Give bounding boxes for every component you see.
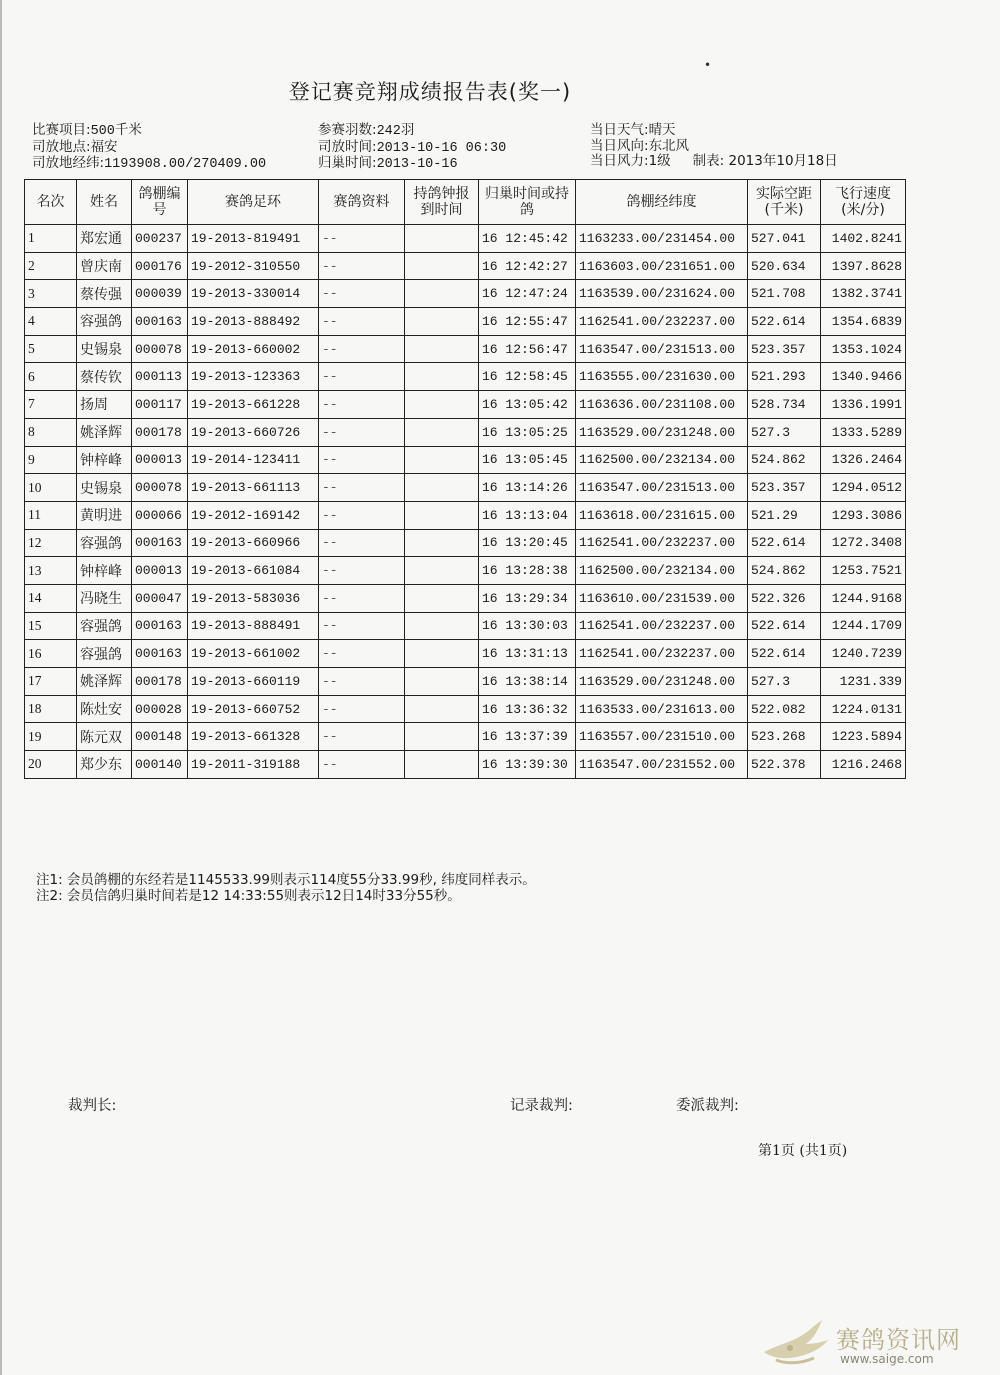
page-number: 第1页 (共1页) bbox=[758, 1143, 848, 1159]
cell-name: 容强鸽 bbox=[77, 529, 132, 557]
cell-speed: 1223.5894 bbox=[821, 723, 906, 751]
info-release-time: 司放时间:2013-10-16 06:30 bbox=[318, 138, 507, 156]
cell-info: -- bbox=[319, 584, 405, 612]
cell-speed: 1397.8628 bbox=[821, 252, 906, 280]
cell-rank: 4 bbox=[25, 308, 77, 336]
cell-info: -- bbox=[319, 501, 405, 529]
cell-clock bbox=[405, 640, 479, 668]
cell-rank: 15 bbox=[25, 612, 77, 640]
table-row bbox=[25, 501, 906, 529]
cell-distance: 527.3 bbox=[748, 668, 821, 696]
cell-rank: 11 bbox=[25, 501, 77, 529]
info-entries: 参赛羽数:242羽 bbox=[318, 122, 415, 139]
cell-rank: 18 bbox=[25, 695, 77, 723]
cell-distance: 522.082 bbox=[748, 695, 821, 723]
made-date: 制表: 2013年10月18日 bbox=[692, 153, 838, 169]
cell-info: -- bbox=[319, 363, 405, 391]
cell-loft-no: 000013 bbox=[132, 446, 188, 474]
cell-name: 冯晓生 bbox=[77, 584, 132, 612]
cell-name: 扬周 bbox=[77, 391, 132, 419]
cell-speed: 1231.339 bbox=[821, 668, 906, 696]
cell-name: 姚泽辉 bbox=[77, 418, 132, 446]
cell-loft-no: 000237 bbox=[132, 225, 188, 253]
cell-name: 史锡泉 bbox=[77, 335, 132, 363]
cell-clock bbox=[405, 529, 479, 557]
cell-return-time: 16 13:30:03 bbox=[479, 612, 576, 640]
cell-info: -- bbox=[319, 280, 405, 308]
cell-loft-no: 000163 bbox=[132, 612, 188, 640]
cell-ring: 19-2013-888491 bbox=[188, 612, 319, 640]
cell-coords: 1162541.00/232237.00 bbox=[576, 612, 748, 640]
cell-distance: 527.041 bbox=[748, 225, 821, 253]
cell-coords: 1162541.00/232237.00 bbox=[576, 529, 748, 557]
cell-rank: 2 bbox=[25, 252, 77, 280]
cell-speed: 1240.7239 bbox=[821, 640, 906, 668]
cell-coords: 1163529.00/231248.00 bbox=[576, 668, 748, 696]
cell-speed: 1244.9168 bbox=[821, 584, 906, 612]
cell-name: 容强鸽 bbox=[77, 308, 132, 336]
cell-return-time: 16 13:28:38 bbox=[479, 557, 576, 585]
cell-ring: 19-2013-888492 bbox=[188, 308, 319, 336]
col-header-coords: 鸽棚经纬度 bbox=[576, 180, 748, 225]
cell-return-time: 16 13:05:25 bbox=[479, 418, 576, 446]
cell-ring: 19-2013-661002 bbox=[188, 640, 319, 668]
cell-name: 蔡传强 bbox=[77, 280, 132, 308]
cell-ring: 19-2013-660726 bbox=[188, 418, 319, 446]
cell-loft-no: 000078 bbox=[132, 335, 188, 363]
info-release-coords: 司放地经纬:1193908.00/270409.00 bbox=[32, 155, 267, 172]
page-title: 登记赛竞翔成绩报告表(奖一) bbox=[288, 80, 572, 104]
cell-distance: 523.357 bbox=[748, 335, 821, 363]
cell-rank: 9 bbox=[25, 446, 77, 474]
watermark-name: 赛鸽资讯网 bbox=[836, 1326, 961, 1354]
cell-clock bbox=[405, 280, 479, 308]
col-header-return: 归巢时间或持鸽 bbox=[479, 180, 576, 225]
col-header-name: 姓名 bbox=[77, 180, 132, 225]
cell-speed: 1216.2468 bbox=[821, 751, 906, 779]
cell-distance: 523.268 bbox=[748, 723, 821, 751]
cell-clock bbox=[405, 584, 479, 612]
cell-return-time: 16 12:58:45 bbox=[479, 363, 576, 391]
cell-rank: 17 bbox=[25, 668, 77, 696]
cell-loft-no: 000163 bbox=[132, 308, 188, 336]
table-row bbox=[25, 335, 906, 363]
cell-return-time: 16 13:37:39 bbox=[479, 723, 576, 751]
info-column-time bbox=[318, 123, 506, 173]
info-column-race bbox=[32, 123, 266, 173]
cell-rank: 3 bbox=[25, 280, 77, 308]
results-table bbox=[24, 179, 906, 779]
cell-loft-no: 000148 bbox=[132, 723, 188, 751]
cell-clock bbox=[405, 751, 479, 779]
cell-clock bbox=[405, 335, 479, 363]
cell-speed: 1253.7521 bbox=[821, 557, 906, 585]
cell-clock bbox=[405, 501, 479, 529]
footnote-1: 注1: 会员鸽棚的东经若是1145533.99则表示114度55分33.99秒, 纬度同样表示。 bbox=[36, 872, 536, 888]
cell-coords: 1163610.00/231539.00 bbox=[576, 584, 748, 612]
cell-loft-no: 000117 bbox=[132, 391, 188, 419]
cell-info: -- bbox=[319, 335, 405, 363]
cell-return-time: 16 13:38:14 bbox=[479, 668, 576, 696]
cell-speed: 1272.3408 bbox=[821, 529, 906, 557]
cell-distance: 524.862 bbox=[748, 557, 821, 585]
cell-speed: 1336.1991 bbox=[821, 391, 906, 419]
cell-clock bbox=[405, 308, 479, 336]
table-row bbox=[25, 280, 906, 308]
cell-info: -- bbox=[319, 252, 405, 280]
cell-return-time: 16 13:29:34 bbox=[479, 584, 576, 612]
cell-coords: 1162541.00/232237.00 bbox=[576, 308, 748, 336]
cell-distance: 521.293 bbox=[748, 363, 821, 391]
page-edge bbox=[0, 0, 2, 1375]
cell-speed: 1326.2464 bbox=[821, 446, 906, 474]
signature-delegate: 委派裁判: bbox=[676, 1098, 739, 1114]
cell-return-time: 16 12:42:27 bbox=[479, 252, 576, 280]
pigeon-logo-icon bbox=[760, 1318, 832, 1368]
cell-loft-no: 000176 bbox=[132, 252, 188, 280]
cell-info: -- bbox=[319, 695, 405, 723]
cell-rank: 14 bbox=[25, 584, 77, 612]
cell-coords: 1163547.00/231513.00 bbox=[576, 335, 748, 363]
cell-coords: 1163547.00/231513.00 bbox=[576, 474, 748, 502]
cell-info: -- bbox=[319, 612, 405, 640]
cell-name: 史锡泉 bbox=[77, 474, 132, 502]
cell-distance: 522.614 bbox=[748, 529, 821, 557]
cell-clock bbox=[405, 723, 479, 751]
cell-distance: 521.29 bbox=[748, 501, 821, 529]
watermark bbox=[760, 1318, 970, 1368]
info-column-weather bbox=[590, 123, 838, 170]
cell-distance: 522.326 bbox=[748, 584, 821, 612]
cell-coords: 1162541.00/232237.00 bbox=[576, 640, 748, 668]
cell-rank: 7 bbox=[25, 391, 77, 419]
cell-return-time: 16 13:20:45 bbox=[479, 529, 576, 557]
cell-rank: 19 bbox=[25, 723, 77, 751]
cell-ring: 19-2013-660119 bbox=[188, 668, 319, 696]
cell-name: 郑宏通 bbox=[77, 225, 132, 253]
table-body bbox=[25, 225, 906, 779]
table-row bbox=[25, 723, 906, 751]
col-header-clock: 持鸽钟报到时间 bbox=[405, 180, 479, 225]
cell-coords: 1163618.00/231615.00 bbox=[576, 501, 748, 529]
cell-clock bbox=[405, 363, 479, 391]
cell-name: 容强鸽 bbox=[77, 640, 132, 668]
cell-return-time: 16 13:05:45 bbox=[479, 446, 576, 474]
table-row bbox=[25, 391, 906, 419]
cell-speed: 1402.8241 bbox=[821, 225, 906, 253]
cell-return-time: 16 13:39:30 bbox=[479, 751, 576, 779]
cell-distance: 523.357 bbox=[748, 474, 821, 502]
cell-return-time: 16 13:14:26 bbox=[479, 474, 576, 502]
cell-loft-no: 000163 bbox=[132, 640, 188, 668]
cell-coords: 1163603.00/231651.00 bbox=[576, 252, 748, 280]
cell-loft-no: 000078 bbox=[132, 474, 188, 502]
cell-speed: 1382.3741 bbox=[821, 280, 906, 308]
cell-ring: 19-2013-661084 bbox=[188, 557, 319, 585]
table-row bbox=[25, 557, 906, 585]
cell-ring: 19-2011-319188 bbox=[188, 751, 319, 779]
cell-name: 钟梓峰 bbox=[77, 557, 132, 585]
cell-distance: 521.708 bbox=[748, 280, 821, 308]
info-wind-force: 当日风力:1级 制表: 2013年10月18日 bbox=[590, 153, 838, 169]
watermark-url: www.saige.com bbox=[840, 1352, 934, 1366]
cell-coords: 1163233.00/231454.00 bbox=[576, 225, 748, 253]
footnotes bbox=[36, 872, 536, 904]
cell-distance: 528.734 bbox=[748, 391, 821, 419]
info-weather: 当日天气:晴天 bbox=[590, 122, 676, 138]
cell-name: 陈灶安 bbox=[77, 695, 132, 723]
table-row bbox=[25, 474, 906, 502]
cell-info: -- bbox=[319, 668, 405, 696]
cell-info: -- bbox=[319, 474, 405, 502]
cell-ring: 19-2013-660752 bbox=[188, 695, 319, 723]
cell-distance: 522.614 bbox=[748, 308, 821, 336]
col-header-loft-no: 鸽棚编号 bbox=[132, 180, 188, 225]
table-row bbox=[25, 584, 906, 612]
cell-ring: 19-2013-123363 bbox=[188, 363, 319, 391]
cell-return-time: 16 12:55:47 bbox=[479, 308, 576, 336]
cell-coords: 1163555.00/231630.00 bbox=[576, 363, 748, 391]
cell-return-time: 16 12:56:47 bbox=[479, 335, 576, 363]
cell-clock bbox=[405, 391, 479, 419]
cell-clock bbox=[405, 225, 479, 253]
info-wind-direction: 当日风向:东北风 bbox=[590, 137, 690, 154]
cell-ring: 19-2013-583036 bbox=[188, 584, 319, 612]
cell-info: -- bbox=[319, 391, 405, 419]
cell-loft-no: 000113 bbox=[132, 363, 188, 391]
table-row bbox=[25, 640, 906, 668]
cell-speed: 1244.1709 bbox=[821, 612, 906, 640]
cell-clock bbox=[405, 446, 479, 474]
table-row bbox=[25, 668, 906, 696]
cell-name: 钟梓峰 bbox=[77, 446, 132, 474]
table-row bbox=[25, 695, 906, 723]
cell-rank: 5 bbox=[25, 335, 77, 363]
info-race-item: 比赛项目:500千米 bbox=[32, 122, 142, 139]
cell-info: -- bbox=[319, 723, 405, 751]
cell-clock bbox=[405, 474, 479, 502]
cell-rank: 13 bbox=[25, 557, 77, 585]
cell-clock bbox=[405, 612, 479, 640]
cell-rank: 6 bbox=[25, 363, 77, 391]
cell-ring: 19-2012-169142 bbox=[188, 501, 319, 529]
cell-speed: 1333.5289 bbox=[821, 418, 906, 446]
cell-loft-no: 000178 bbox=[132, 668, 188, 696]
table-row bbox=[25, 751, 906, 779]
cell-return-time: 16 12:47:24 bbox=[479, 280, 576, 308]
cell-coords: 1163529.00/231248.00 bbox=[576, 418, 748, 446]
cell-clock bbox=[405, 252, 479, 280]
col-header-info: 赛鸽资料 bbox=[319, 180, 405, 225]
table-header-row bbox=[25, 180, 906, 225]
cell-ring: 19-2013-661228 bbox=[188, 391, 319, 419]
cell-ring: 19-2012-310550 bbox=[188, 252, 319, 280]
footnote-2: 注2: 会员信鸽归巢时间若是12 14:33:55则表示12日14时33分55秒。 bbox=[36, 888, 461, 904]
cell-coords: 1163533.00/231613.00 bbox=[576, 695, 748, 723]
cell-info: -- bbox=[319, 225, 405, 253]
cell-coords: 1162500.00/232134.00 bbox=[576, 446, 748, 474]
cell-speed: 1294.0512 bbox=[821, 474, 906, 502]
corner-mark: • bbox=[704, 58, 712, 72]
col-header-ring: 赛鸽足环 bbox=[188, 180, 319, 225]
cell-clock bbox=[405, 418, 479, 446]
cell-clock bbox=[405, 557, 479, 585]
table-row bbox=[25, 612, 906, 640]
cell-ring: 19-2013-819491 bbox=[188, 225, 319, 253]
cell-name: 曾庆南 bbox=[77, 252, 132, 280]
cell-info: -- bbox=[319, 529, 405, 557]
cell-info: -- bbox=[319, 308, 405, 336]
table-row bbox=[25, 529, 906, 557]
signature-recorder: 记录裁判: bbox=[510, 1098, 573, 1114]
cell-info: -- bbox=[319, 446, 405, 474]
col-header-rank: 名次 bbox=[25, 180, 77, 225]
cell-info: -- bbox=[319, 557, 405, 585]
table-row bbox=[25, 308, 906, 336]
cell-return-time: 16 13:31:13 bbox=[479, 640, 576, 668]
table-row bbox=[25, 225, 906, 253]
cell-info: -- bbox=[319, 751, 405, 779]
cell-return-time: 16 12:45:42 bbox=[479, 225, 576, 253]
cell-loft-no: 000047 bbox=[132, 584, 188, 612]
cell-rank: 10 bbox=[25, 474, 77, 502]
cell-rank: 12 bbox=[25, 529, 77, 557]
cell-speed: 1340.9466 bbox=[821, 363, 906, 391]
cell-ring: 19-2013-330014 bbox=[188, 280, 319, 308]
table-row bbox=[25, 446, 906, 474]
cell-coords: 1163636.00/231108.00 bbox=[576, 391, 748, 419]
cell-return-time: 16 13:36:32 bbox=[479, 695, 576, 723]
cell-loft-no: 000028 bbox=[132, 695, 188, 723]
cell-coords: 1162500.00/232134.00 bbox=[576, 557, 748, 585]
cell-rank: 8 bbox=[25, 418, 77, 446]
cell-clock bbox=[405, 695, 479, 723]
cell-name: 容强鸽 bbox=[77, 612, 132, 640]
signature-chief: 裁判长: bbox=[68, 1098, 117, 1114]
cell-speed: 1224.0131 bbox=[821, 695, 906, 723]
cell-return-time: 16 13:05:42 bbox=[479, 391, 576, 419]
cell-return-time: 16 13:13:04 bbox=[479, 501, 576, 529]
cell-distance: 522.378 bbox=[748, 751, 821, 779]
table-row bbox=[25, 252, 906, 280]
cell-distance: 522.614 bbox=[748, 612, 821, 640]
cell-speed: 1353.1024 bbox=[821, 335, 906, 363]
cell-rank: 1 bbox=[25, 225, 77, 253]
cell-distance: 522.614 bbox=[748, 640, 821, 668]
col-header-speed: 飞行速度(米/分) bbox=[821, 180, 906, 225]
cell-name: 陈元双 bbox=[77, 723, 132, 751]
cell-loft-no: 000163 bbox=[132, 529, 188, 557]
cell-info: -- bbox=[319, 418, 405, 446]
cell-loft-no: 000066 bbox=[132, 501, 188, 529]
cell-ring: 19-2013-661328 bbox=[188, 723, 319, 751]
cell-clock bbox=[405, 668, 479, 696]
cell-ring: 19-2013-660002 bbox=[188, 335, 319, 363]
cell-info: -- bbox=[319, 640, 405, 668]
cell-loft-no: 000039 bbox=[132, 280, 188, 308]
cell-name: 姚泽辉 bbox=[77, 668, 132, 696]
cell-name: 郑少东 bbox=[77, 751, 132, 779]
cell-rank: 20 bbox=[25, 751, 77, 779]
cell-coords: 1163557.00/231510.00 bbox=[576, 723, 748, 751]
cell-distance: 524.862 bbox=[748, 446, 821, 474]
col-header-distance: 实际空距(千米) bbox=[748, 180, 821, 225]
cell-name: 黄明进 bbox=[77, 501, 132, 529]
cell-coords: 1163547.00/231552.00 bbox=[576, 751, 748, 779]
info-return-time: 归巢时间:2013-10-16 bbox=[318, 155, 458, 172]
cell-coords: 1163539.00/231624.00 bbox=[576, 280, 748, 308]
cell-rank: 16 bbox=[25, 640, 77, 668]
cell-speed: 1354.6839 bbox=[821, 308, 906, 336]
cell-distance: 527.3 bbox=[748, 418, 821, 446]
cell-loft-no: 000013 bbox=[132, 557, 188, 585]
table-row bbox=[25, 418, 906, 446]
cell-loft-no: 000140 bbox=[132, 751, 188, 779]
cell-name: 蔡传钦 bbox=[77, 363, 132, 391]
cell-speed: 1293.3086 bbox=[821, 501, 906, 529]
table-row bbox=[25, 363, 906, 391]
cell-distance: 520.634 bbox=[748, 252, 821, 280]
cell-ring: 19-2013-660966 bbox=[188, 529, 319, 557]
cell-ring: 19-2013-661113 bbox=[188, 474, 319, 502]
cell-loft-no: 000178 bbox=[132, 418, 188, 446]
cell-ring: 19-2014-123411 bbox=[188, 446, 319, 474]
info-release-place: 司放地点:福安 bbox=[32, 138, 118, 156]
